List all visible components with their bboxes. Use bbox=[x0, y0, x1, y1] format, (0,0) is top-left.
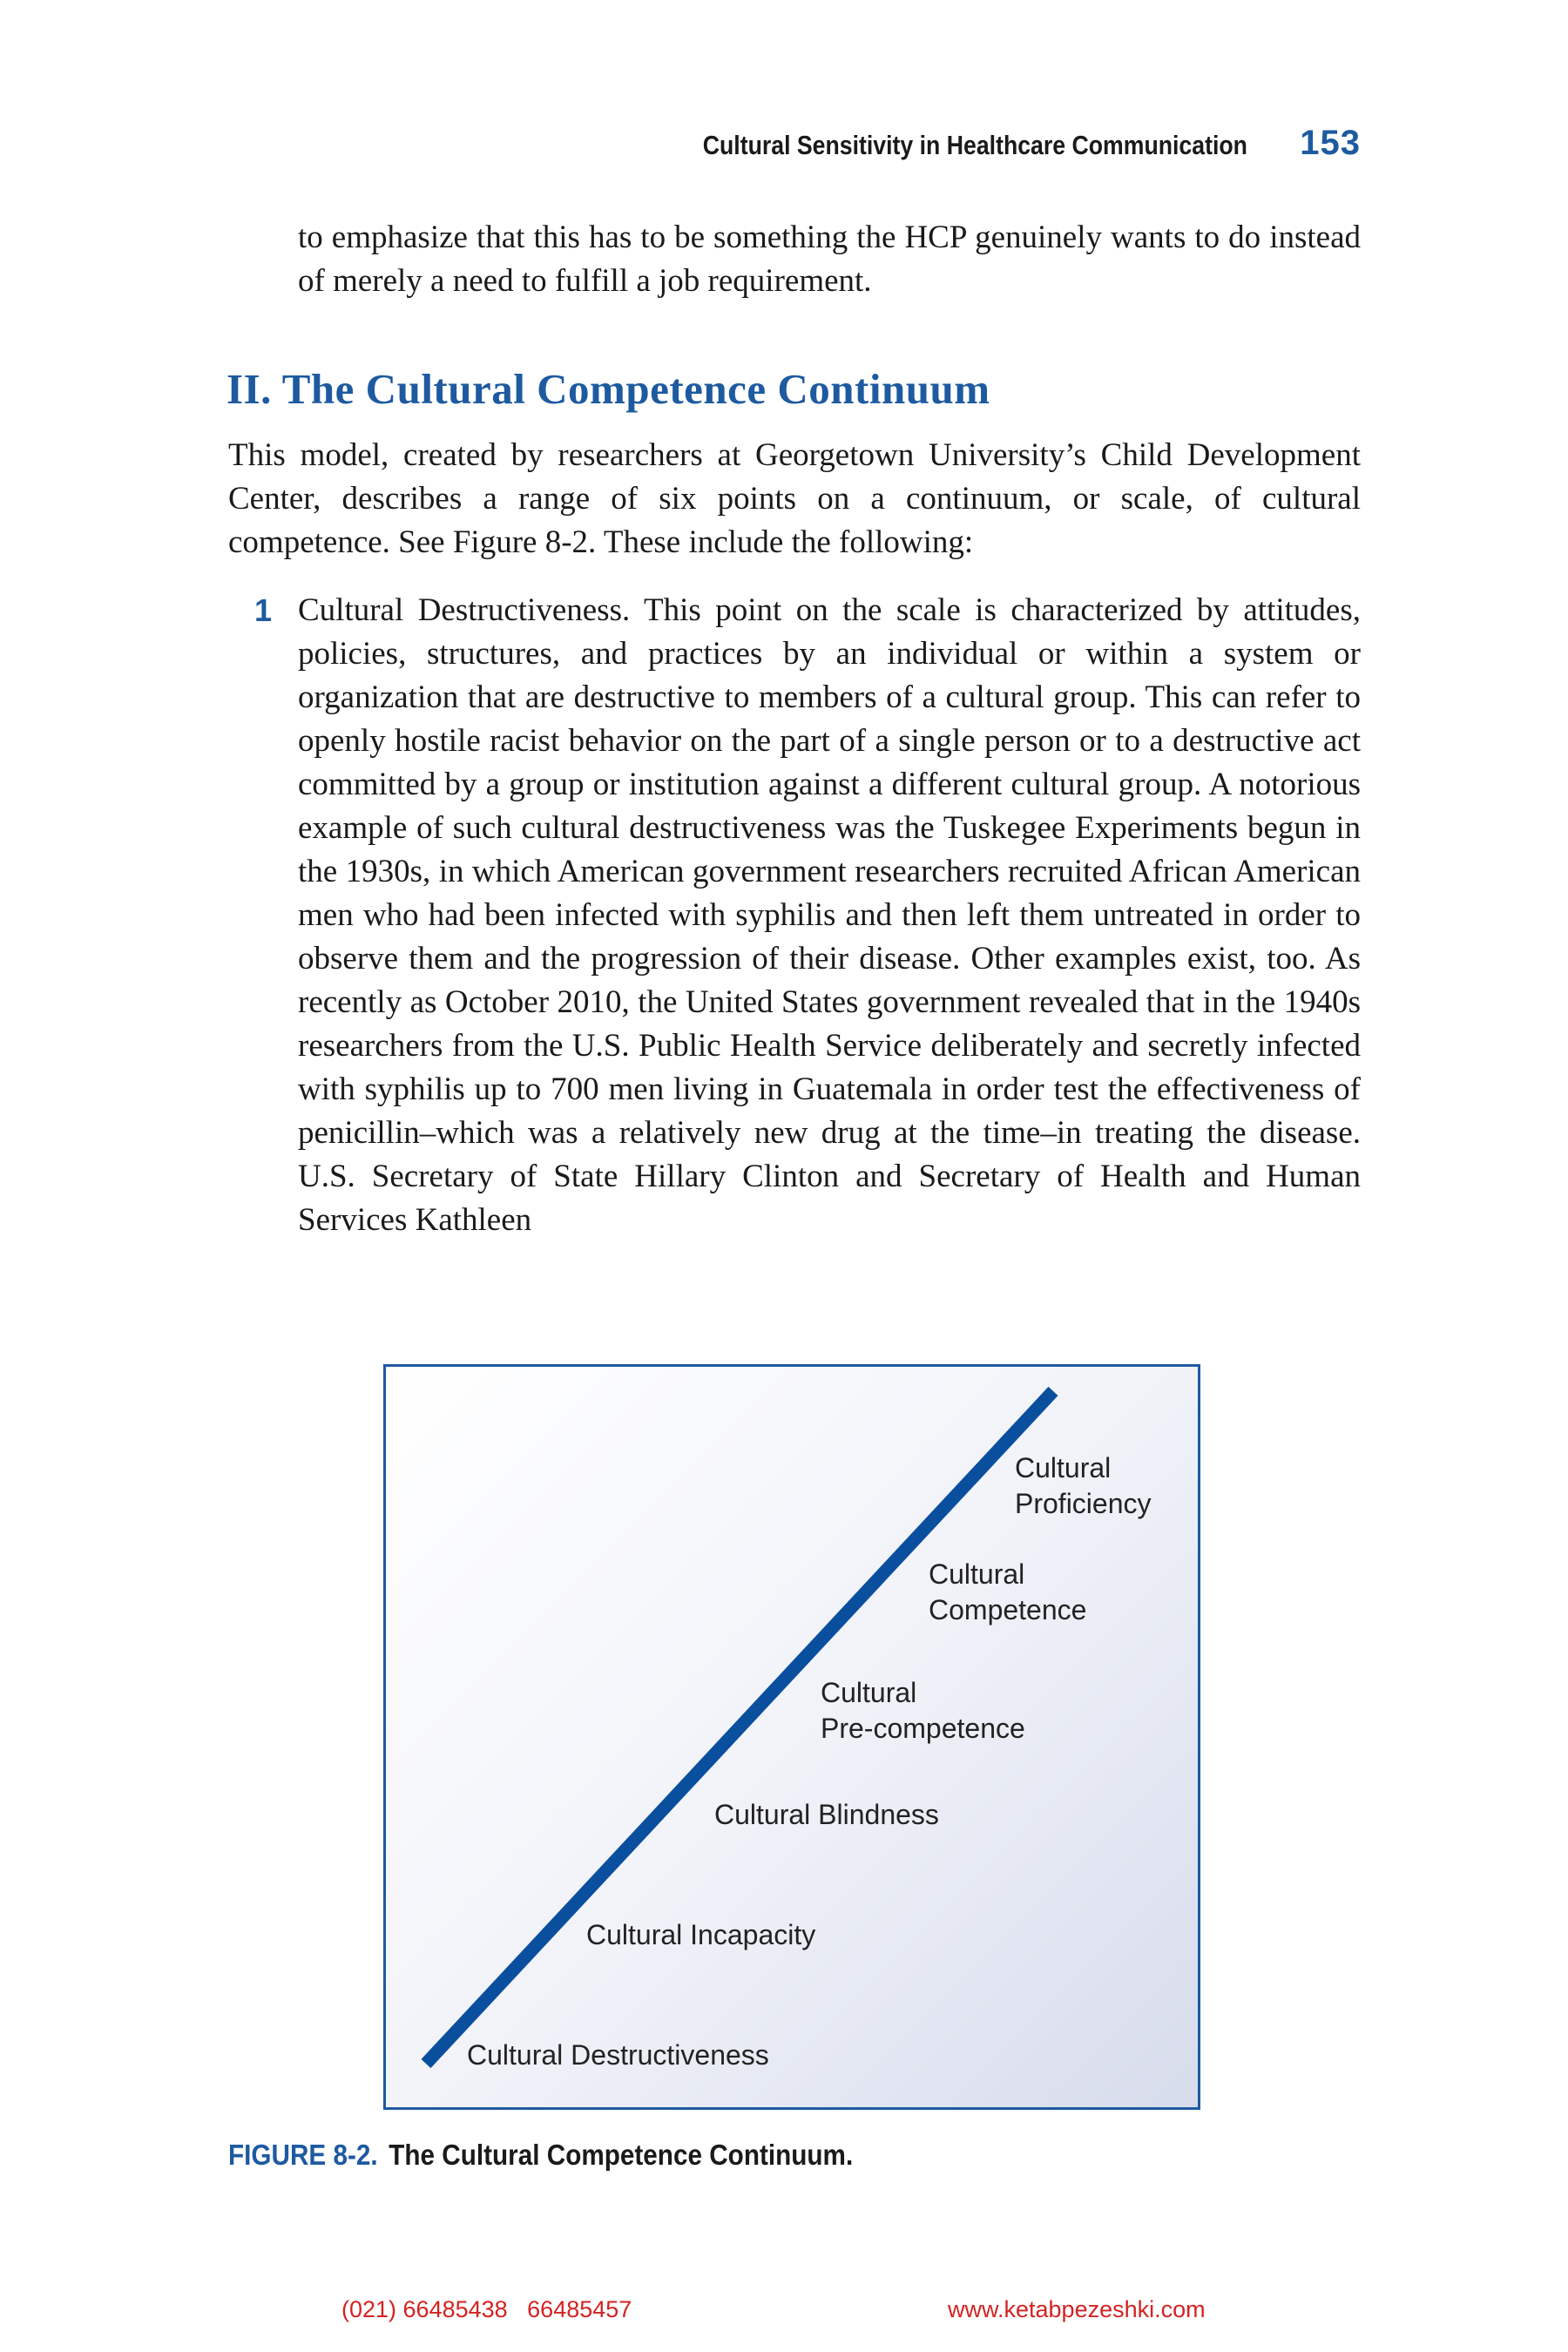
stage-label-line: Competence bbox=[929, 1594, 1087, 1625]
running-head bbox=[0, 124, 1361, 167]
stage-label-line: Cultural Incapacity bbox=[586, 1919, 816, 1950]
intro-paragraph: to emphasize that this has to be something the HCP genuinely wants to do instead of merely a need to fulfill a job requirement. bbox=[298, 220, 1361, 299]
stage-label-line: Proficiency bbox=[1015, 1488, 1152, 1519]
footer-phone: (021) 66485438 66485457 bbox=[341, 2296, 632, 2322]
page-number: 153 bbox=[1300, 124, 1361, 162]
footer-website: www.ketabpezeshki.com bbox=[948, 2296, 1206, 2322]
model-paragraph: This model, created by researchers at Georgetown University’s Child Development Center, describes a range of six points on a continuum, or scale, of cultural competence. See Figure 8-2. These include the following: bbox=[228, 437, 1361, 560]
stage-label-proficiency bbox=[1015, 1450, 1152, 1522]
stage-label-line: Cultural Destructiveness bbox=[467, 2039, 769, 2071]
stage-label-line: Cultural bbox=[1015, 1452, 1112, 1484]
section-heading: II. The Cultural Competence Continuum bbox=[226, 365, 990, 413]
figure-caption bbox=[228, 2139, 853, 2172]
page-footer bbox=[0, 2296, 1568, 2328]
stage-label-destructiveness bbox=[467, 2038, 769, 2073]
figure-caption-title: The Cultural Competence Continuum. bbox=[389, 2139, 854, 2171]
stage-label-incapacity bbox=[586, 1917, 815, 1953]
running-title: Cultural Sensitivity in Healthcare Communication bbox=[703, 130, 1248, 160]
list-item-text: Cultural Destructiveness. This point on the scale is characterized by attitudes, policies, structures, and practices by an individual or within a system or organization that are destructive to members of a cultural group. This can refer to openly hostile racist behavior on the part of a single person or to a destructive act committed by a group or institution against a different cultural group. A notorious example of such cultural destructiveness was the Tuskegee Experiments begun in the 1930s, in which American government researchers recruited African American men who had been infected with syphilis and then left them untreated in order to observe them and the progression of their disease. Other examples exist, too. As recently as October 2010, the United States government revealed that in the 1940s researchers from the U.S. Public Health Service deliberately and secretly infected with syphilis up to 700 men living in Guatemala in order test the effectiveness of penicillin–which was a relatively new drug at the time–in treating the disease. U.S. Secretary of State Hillary Clinton and Secretary of Health and Human Services Kathleen bbox=[298, 592, 1361, 1238]
stage-label-competence bbox=[929, 1557, 1086, 1628]
list-item-number: 1 bbox=[254, 592, 273, 628]
continuum-figure bbox=[383, 1364, 1200, 2110]
stage-label-line: Cultural bbox=[929, 1558, 1025, 1590]
stage-label-line: Cultural Blindness bbox=[714, 1799, 939, 1830]
stage-label-line: Cultural bbox=[821, 1677, 917, 1708]
stage-label-blindness bbox=[714, 1797, 939, 1833]
stage-label-line: Pre-competence bbox=[821, 1713, 1025, 1744]
figure-caption-number: FIGURE 8-2. bbox=[228, 2139, 378, 2171]
stage-label-precompetence bbox=[821, 1675, 1025, 1747]
